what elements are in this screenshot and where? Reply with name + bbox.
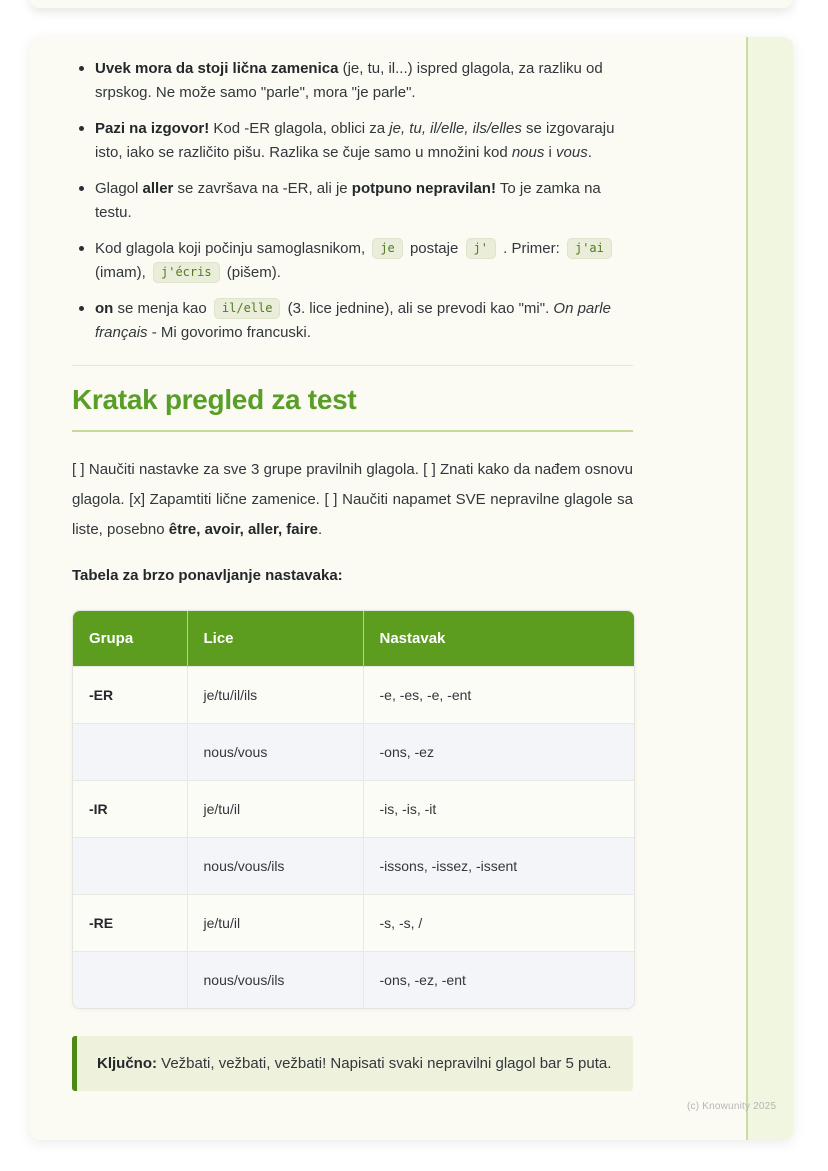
table-cell: -issons, -issez, -issent <box>363 838 634 895</box>
bullet-list <box>72 37 633 345</box>
table-cell <box>73 838 187 895</box>
table-cell: -s, -s, / <box>363 895 634 952</box>
table-row <box>73 952 634 1009</box>
page-card <box>30 37 793 1140</box>
summary-table <box>73 611 634 1008</box>
table-cell: je/tu/il <box>187 781 363 838</box>
bold-text: être, avoir, aller, faire <box>168 521 318 538</box>
inline-code: je <box>372 238 402 259</box>
text: (imam), <box>95 264 150 281</box>
bold-text: Pazi na izgovor! <box>95 120 210 137</box>
inline-code: j'écris <box>153 262 220 283</box>
table-cell: nous/vous/ils <box>187 838 363 895</box>
text: - Mi govorimo francuski. <box>147 324 311 341</box>
previous-page-edge <box>30 0 793 8</box>
bold-text: on <box>95 300 114 317</box>
text: se izgovaraju isto, iako se različito pišu. Razlika se čuje samo u množini kod <box>95 120 615 161</box>
text: se menja kao <box>113 300 211 317</box>
table-header-row <box>73 611 634 667</box>
text: . <box>587 144 592 161</box>
bold-text: Uvek mora da stoji lična zamenica <box>95 60 339 77</box>
table-row <box>73 895 634 952</box>
list-item <box>72 237 633 285</box>
page-title: Kratak pregled za test <box>72 381 633 432</box>
list-item <box>72 57 633 105</box>
table-cell: -e, -es, -e, -ent <box>363 667 634 724</box>
text: (3. lice jednine), ali se prevodi kao "mi". <box>283 300 554 317</box>
key-callout <box>72 1036 633 1091</box>
page-content <box>72 37 633 1091</box>
table-row <box>73 724 634 781</box>
summary-table-wrap <box>72 610 635 1009</box>
table-cell: -ons, -ez <box>363 724 634 781</box>
text: se završava na -ER, ali je <box>173 180 352 197</box>
table-cell: -is, -is, -it <box>363 781 634 838</box>
table-note: Tabela za brzo ponavljanje nastavaka: <box>72 567 343 584</box>
list-item <box>72 177 633 225</box>
table-row <box>73 838 634 895</box>
text: . Primer: <box>498 240 564 257</box>
callout-label: Ključno: <box>97 1055 157 1072</box>
table-header-cell: Nastavak <box>363 611 634 667</box>
table-cell: nous/vous <box>187 724 363 781</box>
table-cell: nous/vous/ils <box>187 952 363 1009</box>
list-item <box>72 117 633 165</box>
list-item <box>72 297 633 345</box>
table-cell: je/tu/il <box>187 895 363 952</box>
inline-code: il/elle <box>214 298 281 319</box>
inline-code: j'ai <box>567 238 612 259</box>
italic-text: je, tu, il/elle, ils/elles <box>389 120 522 137</box>
italic-text: nous <box>511 144 545 161</box>
checklist-paragraph <box>72 455 633 545</box>
table-row <box>73 781 634 838</box>
bold-text: potpuno nepravilan! <box>351 180 496 197</box>
callout-text: Vežbati, vežbati, vežbati! Napisati svaki nepravilni glagol bar 5 puta. <box>157 1055 612 1072</box>
text: . <box>318 521 323 538</box>
table-cell: je/tu/il/ils <box>187 667 363 724</box>
text: (je, tu, il...) ispred glagola, za razliku od srpskog. Ne može samo "parle", mora "je parle". <box>95 60 603 101</box>
bold-text: aller <box>142 180 174 197</box>
inline-code: j' <box>466 238 496 259</box>
text: Kod glagola koji počinju samoglasnikom, <box>95 240 370 257</box>
text: [ ] Naučiti nastavke za sve 3 grupe pravilnih glagola. [ ] Znati kako da nađem osnovu glagola. [x] Zapamtiti lične zamenice. [ ] Naučiti napamet SVE nepravilne glagole sa liste, posebno <box>72 461 633 538</box>
table-cell: -IR <box>73 781 187 838</box>
text: (pišem). <box>222 264 281 281</box>
table-cell: -RE <box>73 895 187 952</box>
italic-text: On parle français <box>95 300 611 341</box>
text: Kod -ER glagola, oblici za <box>209 120 390 137</box>
table-cell: -ons, -ez, -ent <box>363 952 634 1009</box>
table-header-cell: Grupa <box>73 611 187 667</box>
table-cell <box>73 724 187 781</box>
italic-text: vous <box>556 144 588 161</box>
text: Glagol <box>95 180 143 197</box>
text: To je zamka na testu. <box>95 180 601 221</box>
table-header-cell: Lice <box>187 611 363 667</box>
text: postaje <box>405 240 463 257</box>
table-cell <box>73 952 187 1009</box>
table-body <box>73 667 634 1009</box>
text: i <box>544 144 557 161</box>
table-cell: -ER <box>73 667 187 724</box>
section-divider <box>72 365 633 366</box>
table-row <box>73 667 634 724</box>
side-accent-strip <box>746 37 793 1140</box>
watermark: (c) Knowunity 2025 <box>687 1101 777 1112</box>
